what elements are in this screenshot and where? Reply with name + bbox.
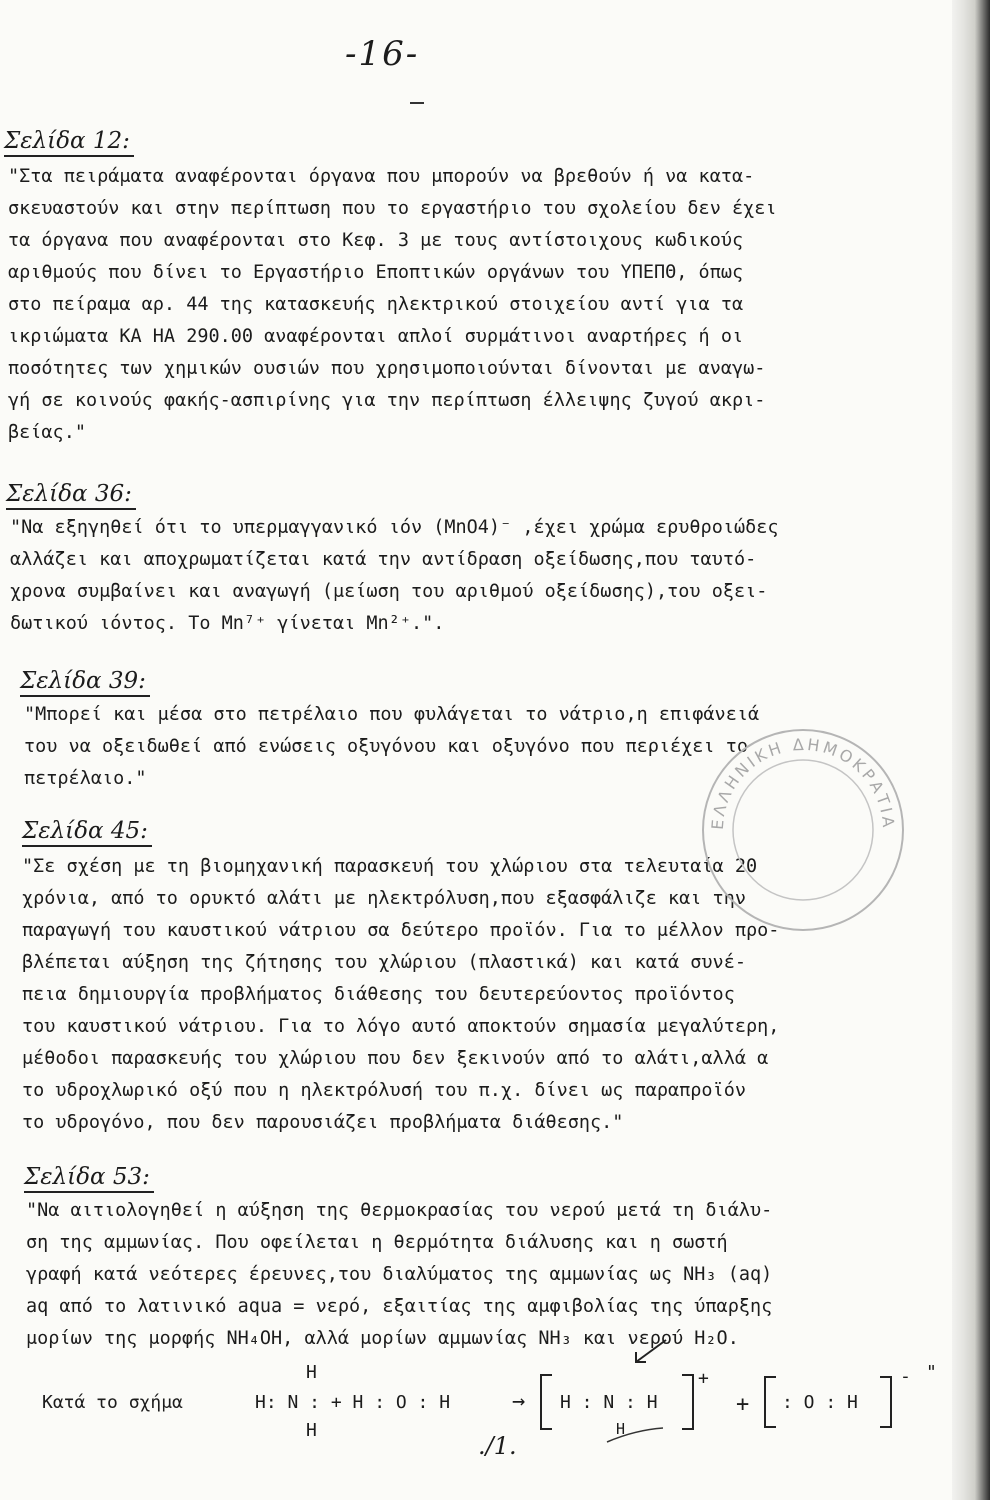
- left-formula: H: N : + H : O : H: [255, 1392, 451, 1413]
- section-label: Σελίδα 45:: [22, 818, 152, 847]
- text-line: χρόνια, από το ορυκτό αλάτι με ηλεκτρόλυση,που εξασφάλιζε και την: [22, 888, 746, 909]
- text-line: "Να αιτιολογηθεί η αύξηση της θερμοκρασίας του νερού μετά τη διάλυ-: [26, 1200, 773, 1221]
- section-label: Σελίδα 12:: [4, 128, 134, 157]
- official-stamp: [688, 715, 918, 945]
- text-line: aq από το λατινικό aqua = νερό, εξαιτίας της αμφιβολίας της ύπαρξης: [26, 1296, 773, 1317]
- cation-charge: +: [698, 1368, 709, 1389]
- underline-stroke: [605, 1426, 665, 1446]
- cation-formula: H : N : H: [560, 1392, 658, 1413]
- text-line: ικριώματα ΚΑ ΗΑ 290.00 αναφέρονται απλοί συρμάτινοι αναρτήρες ή οι: [8, 326, 744, 347]
- text-line: του καυστικού νάτριου. Για το λόγο αυτό αποκτούν σημασία μεγαλύτερη,: [22, 1016, 780, 1037]
- text-line: πετρέλαιο.": [24, 768, 147, 789]
- text-line: στο πείραμα αρ. 44 της κατασκευής ηλεκτρικού στοιχείου αντί για τα: [8, 294, 744, 315]
- section-page-12: [0, 128, 960, 449]
- text-line: το υδρογόνο, που δεν παρουσιάζει προβλήματα διάθεσης.": [22, 1112, 624, 1133]
- continuation-mark: ./1.: [478, 1432, 517, 1460]
- text-line: βλέπεται αύξηση της ζήτησης του χλώριου (πλαστικά) και κατά συνέ-: [22, 952, 746, 973]
- text-line: μορίων της μορφής NH₄OH, αλλά μορίων αμμωνίας NH₃ και νερού H₂O.: [26, 1328, 739, 1349]
- text-line: αριθμούς που δίνει το Εργαστήριο Εποπτικών οργάνων του ΥΠΕΠΘ, όπως: [8, 262, 744, 283]
- section-text: [8, 161, 960, 449]
- text-line: πεια δημιουργία προβλήματος διάθεσης του δευτερεύοντος προϊόντος: [22, 984, 735, 1005]
- text-line: "Στα πειράματα αναφέρονται όργανα που μπορούν να βρεθούν ή να κατα-: [8, 166, 755, 187]
- section-label: Σελίδα 39:: [20, 668, 150, 697]
- diagram-intro: Κατά το σχήμα: [42, 1392, 183, 1413]
- text-line: χρονα συμβαίνει και αναγωγή (μείωση του αριθμού οξείδωσης),του οξει-: [10, 581, 768, 602]
- text-line: δωτικού ιόντος. Το Mn⁷⁺ γίνεται Mn²⁺.".: [10, 613, 445, 634]
- text-line: τα όργανα που αναφέρονται στο Κεφ. 3 με τους αντίστοιχους κωδικούς: [8, 230, 744, 251]
- text-line: "Σε σχέση με τη βιομηχανική παρασκευή του χλώριου στα τελευταία 20: [22, 856, 758, 877]
- text-line: παραγωγή του καυστικού νάτριου σα δεύτερο προϊόν. Για το μέλλον προ-: [22, 920, 780, 941]
- section-text: [10, 512, 960, 640]
- section-label: Σελίδα 36:: [6, 481, 136, 510]
- text-line: μέθοδοι παρασκευής του χλώριου που δεν ξεκινούν από το αλάτι,αλλά α: [22, 1048, 769, 1069]
- reaction-arrow: →: [512, 1389, 526, 1414]
- n-top-hydrogen: H: [306, 1362, 317, 1383]
- anion-formula: : O : H: [782, 1392, 858, 1413]
- text-line: ποσότητες των χημικών ουσιών που χρησιμοποιούνται δίνονται με αναγω-: [8, 358, 766, 379]
- text-line: βείας.": [8, 422, 86, 443]
- text-line: ση της αμμωνίας. Που οφείλεται η θερμότητα διάλυσης και η σωστή: [26, 1232, 728, 1253]
- section-page-53: [0, 1164, 960, 1355]
- anion-right-bracket: [880, 1376, 892, 1428]
- text-line: γραφή κατά νεότερες έρευνες,του διαλύματος της αμμωνίας ως NH₃ (aq): [26, 1264, 773, 1285]
- page-number: -16-: [345, 34, 420, 74]
- text-line: "Μπορεί και μέσα στο πετρέλαιο που φυλάγεται το νάτριο,η επιφάνειά: [24, 704, 760, 725]
- svg-text:ΕΛΛΗΝΙΚΗ ΔΗΜΟΚΡΑΤΙΑ: [708, 735, 898, 831]
- n-bottom-hydrogen: H: [306, 1420, 317, 1441]
- text-line: "Να εξηγηθεί ότι το υπερμαγγανικό ιόν (MnO4)⁻ ,έχει χρώμα ερυθροιώδες: [10, 517, 779, 538]
- plus-sign: +: [736, 1392, 750, 1417]
- closing-quote: ": [926, 1362, 937, 1383]
- text-line: το υδροχλωρικό οξύ που η ηλεκτρόλυσή του π.χ. δίνει ως παραπροϊόν: [22, 1080, 746, 1101]
- section-text: [26, 1195, 960, 1355]
- text-line: αλλάζει και αποχρωματίζεται κατά την αντίδραση οξείδωσης,που ταυτό-: [10, 549, 757, 570]
- anion-left-bracket: [764, 1376, 776, 1428]
- stamp-text: ΕΛΛΗΝΙΚΗ ΔΗΜΟΚΡΑΤΙΑ: [707, 734, 899, 831]
- anion-charge: -: [900, 1366, 911, 1387]
- text-line: σκευαστούν και στην περίπτωση που το εργαστήριο του σχολείου δεν έχει: [8, 198, 777, 219]
- cation-left-bracket: [540, 1374, 552, 1430]
- text-line: του να οξειδωθεί από ενώσεις οξυγόνου και οξυγόνο που περιέχει το: [24, 736, 748, 757]
- section-page-36: [0, 481, 960, 640]
- cation-right-bracket: [682, 1374, 694, 1430]
- header-dash: [410, 102, 424, 104]
- lewis-structure-diagram: [42, 1362, 942, 1441]
- cation-bottom-hydrogen: H: [616, 1420, 626, 1438]
- section-label: Σελίδα 53:: [24, 1164, 154, 1193]
- text-line: γή σε κοινούς φακής-ασπιρίνης για την περίπτωση έλλειψης ζυγού ακρι-: [8, 390, 766, 411]
